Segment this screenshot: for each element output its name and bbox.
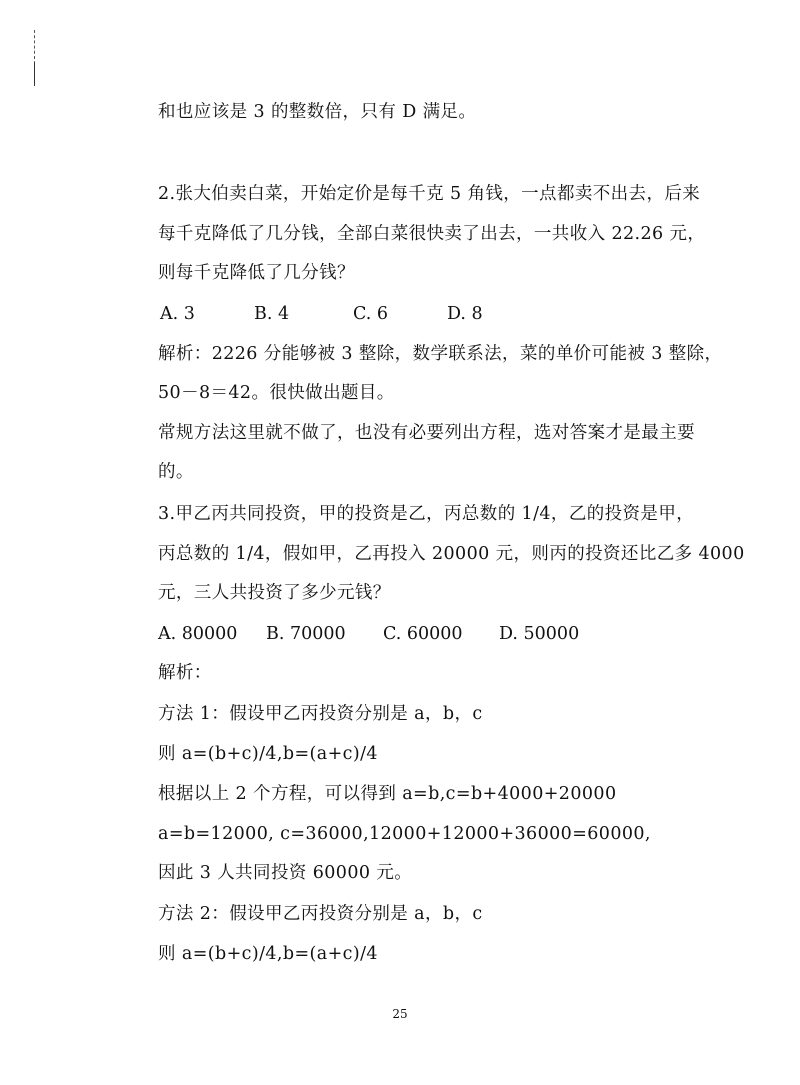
question-3-line-3: 元，三人共投资了多少元钱？ <box>158 583 391 603</box>
q2-analysis-line-4: 的。 <box>158 462 194 482</box>
method-1-line: 方法 1：假设甲乙丙投资分别是 a，b，c <box>158 704 483 724</box>
q2-option-c: C. 6 <box>353 304 389 324</box>
method-2-equation: 则 a=(b+c)/4,b=(a+c)/4 <box>158 944 378 964</box>
q2-analysis-line-2: 50－8＝42。很快做出题目。 <box>158 383 395 403</box>
q3-option-c: C. 60000 <box>383 624 463 644</box>
q3-option-a: A. 80000 <box>158 624 238 644</box>
question-2-line-2: 每千克降低了几分钱，全部白菜很快卖了出去，一共收入 22.26 元， <box>158 224 706 244</box>
method-1-values: a=b=12000, c=36000,12000+12000+36000=60000, <box>158 824 651 844</box>
method-1-derivation: 根据以上 2 个方程，可以得到 a=b,c=b+4000+20000 <box>158 784 617 804</box>
q2-option-d: D. 8 <box>447 304 483 324</box>
question-2-line-3: 则每千克降低了几分钱？ <box>158 263 355 283</box>
q3-option-d: D. 50000 <box>499 624 580 644</box>
question-3-line-1: 3.甲乙丙共同投资，甲的投资是乙，丙总数的 1/4，乙的投资是甲， <box>158 504 695 524</box>
question-2-line-1: 2.张大伯卖白菜，开始定价是每千克 5 角钱，一点都卖不出去，后来 <box>158 184 701 204</box>
q3-option-b: B. 70000 <box>266 624 346 644</box>
q2-option-b: B. 4 <box>254 304 290 324</box>
q2-analysis-line-1: 解析：2226 分能够被 3 整除，数学联系法，菜的单价可能被 3 整除， <box>158 344 723 364</box>
q2-analysis-line-3: 常规方法这里就不做了，也没有必要列出方程，选对答案才是最主要 <box>158 423 695 443</box>
binding-margin-line <box>34 62 35 86</box>
text-line-1: 和也应该是 3 的整数倍，只有 D 满足。 <box>158 102 477 122</box>
page-number: 25 <box>392 1007 408 1021</box>
method-2-line: 方法 2：假设甲乙丙投资分别是 a，b，c <box>158 904 483 924</box>
q3-analysis-heading: 解析： <box>158 663 212 683</box>
method-1-equation: 则 a=(b+c)/4,b=(a+c)/4 <box>158 744 378 764</box>
q2-option-a: A. 3 <box>160 304 195 324</box>
question-3-line-2: 丙总数的 1/4，假如甲，乙再投入 20000 元，则丙的投资还比乙多 4000 <box>158 544 745 564</box>
method-1-conclusion: 因此 3 人共同投资 60000 元。 <box>158 863 413 883</box>
